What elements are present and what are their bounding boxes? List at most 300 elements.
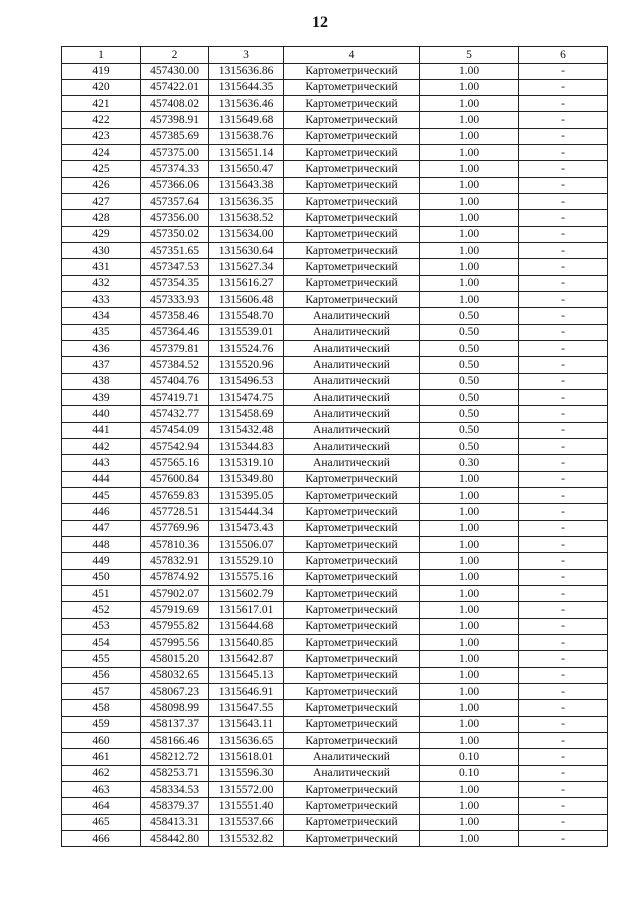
accuracy-cell: 1.00	[420, 259, 519, 275]
point-number-cell: 431	[62, 259, 141, 275]
point-number-cell: 420	[62, 79, 141, 95]
point-number-cell: 455	[62, 651, 141, 667]
table-row	[62, 618, 608, 634]
description-cell: -	[519, 210, 608, 226]
table-row	[62, 112, 608, 128]
accuracy-cell: 1.00	[420, 798, 519, 814]
description-cell: -	[519, 634, 608, 650]
description-cell: -	[519, 537, 608, 553]
table-row	[62, 243, 608, 259]
table-row	[62, 667, 608, 683]
x-coordinate-cell: 457422.01	[141, 79, 209, 95]
description-cell: -	[519, 243, 608, 259]
point-number-cell: 454	[62, 634, 141, 650]
description-cell: -	[519, 194, 608, 210]
y-coordinate-cell: 1315529.10	[209, 553, 284, 569]
x-coordinate-cell: 457398.91	[141, 112, 209, 128]
y-coordinate-cell: 1315644.35	[209, 79, 284, 95]
accuracy-cell: 1.00	[420, 814, 519, 830]
x-coordinate-cell: 457333.93	[141, 292, 209, 308]
y-coordinate-cell: 1315520.96	[209, 357, 284, 373]
x-coordinate-cell: 457354.35	[141, 275, 209, 291]
point-number-cell: 435	[62, 324, 141, 340]
y-coordinate-cell: 1315636.35	[209, 194, 284, 210]
description-cell: -	[519, 602, 608, 618]
method-cell: Аналитический	[284, 373, 420, 389]
description-cell: -	[519, 112, 608, 128]
point-number-cell: 450	[62, 569, 141, 585]
description-cell: -	[519, 161, 608, 177]
y-coordinate-cell: 1315651.14	[209, 145, 284, 161]
table-row	[62, 210, 608, 226]
y-coordinate-cell: 1315548.70	[209, 308, 284, 324]
point-number-cell: 433	[62, 292, 141, 308]
table-row	[62, 275, 608, 291]
accuracy-cell: 0.50	[420, 439, 519, 455]
point-number-cell: 432	[62, 275, 141, 291]
method-cell: Аналитический	[284, 422, 420, 438]
x-coordinate-cell: 458379.37	[141, 798, 209, 814]
table-row	[62, 732, 608, 748]
x-coordinate-cell: 458067.23	[141, 683, 209, 699]
method-cell: Картометрический	[284, 651, 420, 667]
table-row	[62, 488, 608, 504]
y-coordinate-cell: 1315636.65	[209, 732, 284, 748]
method-cell: Картометрический	[284, 520, 420, 536]
y-coordinate-cell: 1315344.83	[209, 439, 284, 455]
y-coordinate-cell: 1315645.13	[209, 667, 284, 683]
x-coordinate-cell: 458166.46	[141, 732, 209, 748]
x-coordinate-cell: 457919.69	[141, 602, 209, 618]
accuracy-cell: 1.00	[420, 569, 519, 585]
accuracy-cell: 1.00	[420, 830, 519, 846]
point-number-cell: 447	[62, 520, 141, 536]
description-cell: -	[519, 798, 608, 814]
description-cell: -	[519, 341, 608, 357]
y-coordinate-cell: 1315537.66	[209, 814, 284, 830]
x-coordinate-cell: 457955.82	[141, 618, 209, 634]
x-coordinate-cell: 457874.92	[141, 569, 209, 585]
point-number-cell: 459	[62, 716, 141, 732]
method-cell: Картометрический	[284, 128, 420, 144]
accuracy-cell: 1.00	[420, 210, 519, 226]
description-cell: -	[519, 406, 608, 422]
method-cell: Аналитический	[284, 308, 420, 324]
table-row	[62, 700, 608, 716]
x-coordinate-cell: 458334.53	[141, 781, 209, 797]
y-coordinate-cell: 1315596.30	[209, 765, 284, 781]
x-coordinate-cell: 457385.69	[141, 128, 209, 144]
table-row	[62, 324, 608, 340]
method-cell: Аналитический	[284, 765, 420, 781]
point-number-cell: 437	[62, 357, 141, 373]
accuracy-cell: 1.00	[420, 488, 519, 504]
x-coordinate-cell: 457728.51	[141, 504, 209, 520]
description-cell: -	[519, 308, 608, 324]
point-number-cell: 451	[62, 586, 141, 602]
x-coordinate-cell: 458098.99	[141, 700, 209, 716]
accuracy-cell: 1.00	[420, 618, 519, 634]
point-number-cell: 429	[62, 226, 141, 242]
point-number-cell: 445	[62, 488, 141, 504]
x-coordinate-cell: 457454.09	[141, 422, 209, 438]
accuracy-cell: 0.50	[420, 357, 519, 373]
method-cell: Аналитический	[284, 390, 420, 406]
table-row	[62, 814, 608, 830]
method-cell: Картометрический	[284, 537, 420, 553]
table-row	[62, 390, 608, 406]
description-cell: -	[519, 716, 608, 732]
column-header: 4	[284, 47, 420, 64]
y-coordinate-cell: 1315606.48	[209, 292, 284, 308]
accuracy-cell: 0.50	[420, 373, 519, 389]
method-cell: Аналитический	[284, 439, 420, 455]
x-coordinate-cell: 457832.91	[141, 553, 209, 569]
description-cell: -	[519, 422, 608, 438]
table-row	[62, 781, 608, 797]
y-coordinate-cell: 1315618.01	[209, 749, 284, 765]
table-row	[62, 194, 608, 210]
description-cell: -	[519, 569, 608, 585]
table-row	[62, 145, 608, 161]
method-cell: Картометрический	[284, 634, 420, 650]
table-row	[62, 292, 608, 308]
point-number-cell: 456	[62, 667, 141, 683]
table-row	[62, 357, 608, 373]
description-cell: -	[519, 292, 608, 308]
point-number-cell: 462	[62, 765, 141, 781]
method-cell: Картометрический	[284, 194, 420, 210]
table-row	[62, 602, 608, 618]
accuracy-cell: 1.00	[420, 471, 519, 487]
point-number-cell: 463	[62, 781, 141, 797]
point-number-cell: 458	[62, 700, 141, 716]
point-number-cell: 448	[62, 537, 141, 553]
table-row	[62, 683, 608, 699]
x-coordinate-cell: 457432.77	[141, 406, 209, 422]
table-row	[62, 749, 608, 765]
x-coordinate-cell: 457351.65	[141, 243, 209, 259]
y-coordinate-cell: 1315650.47	[209, 161, 284, 177]
point-number-cell: 425	[62, 161, 141, 177]
accuracy-cell: 1.00	[420, 112, 519, 128]
point-number-cell: 441	[62, 422, 141, 438]
point-number-cell: 434	[62, 308, 141, 324]
y-coordinate-cell: 1315638.76	[209, 128, 284, 144]
x-coordinate-cell: 457350.02	[141, 226, 209, 242]
x-coordinate-cell: 457565.16	[141, 455, 209, 471]
accuracy-cell: 1.00	[420, 667, 519, 683]
description-cell: -	[519, 618, 608, 634]
method-cell: Картометрический	[284, 243, 420, 259]
description-cell: -	[519, 177, 608, 193]
point-number-cell: 443	[62, 455, 141, 471]
column-header: 6	[519, 47, 608, 64]
method-cell: Картометрический	[284, 814, 420, 830]
accuracy-cell: 1.00	[420, 651, 519, 667]
method-cell: Картометрический	[284, 716, 420, 732]
point-number-cell: 426	[62, 177, 141, 193]
method-cell: Картометрический	[284, 618, 420, 634]
accuracy-cell: 0.50	[420, 390, 519, 406]
x-coordinate-cell: 457375.00	[141, 145, 209, 161]
point-number-cell: 430	[62, 243, 141, 259]
x-coordinate-cell: 457356.00	[141, 210, 209, 226]
description-cell: -	[519, 63, 608, 79]
accuracy-cell: 0.10	[420, 749, 519, 765]
x-coordinate-cell: 457379.81	[141, 341, 209, 357]
page-number: 12	[312, 14, 328, 31]
y-coordinate-cell: 1315634.00	[209, 226, 284, 242]
accuracy-cell: 1.00	[420, 520, 519, 536]
table-row	[62, 651, 608, 667]
x-coordinate-cell: 457769.96	[141, 520, 209, 536]
y-coordinate-cell: 1315630.64	[209, 243, 284, 259]
accuracy-cell: 1.00	[420, 716, 519, 732]
method-cell: Картометрический	[284, 259, 420, 275]
point-number-cell: 423	[62, 128, 141, 144]
table-row	[62, 537, 608, 553]
accuracy-cell: 1.00	[420, 79, 519, 95]
point-number-cell: 449	[62, 553, 141, 569]
accuracy-cell: 1.00	[420, 292, 519, 308]
x-coordinate-cell: 457659.83	[141, 488, 209, 504]
x-coordinate-cell: 457364.46	[141, 324, 209, 340]
table-row	[62, 504, 608, 520]
accuracy-cell: 1.00	[420, 700, 519, 716]
y-coordinate-cell: 1315319.10	[209, 455, 284, 471]
y-coordinate-cell: 1315572.00	[209, 781, 284, 797]
table-row	[62, 341, 608, 357]
description-cell: -	[519, 749, 608, 765]
column-header: 1	[62, 47, 141, 64]
method-cell: Картометрический	[284, 569, 420, 585]
column-header: 3	[209, 47, 284, 64]
y-coordinate-cell: 1315638.52	[209, 210, 284, 226]
y-coordinate-cell: 1315643.11	[209, 716, 284, 732]
y-coordinate-cell: 1315627.34	[209, 259, 284, 275]
description-cell: -	[519, 651, 608, 667]
table-row	[62, 765, 608, 781]
y-coordinate-cell: 1315643.38	[209, 177, 284, 193]
x-coordinate-cell: 458032.65	[141, 667, 209, 683]
description-cell: -	[519, 814, 608, 830]
description-cell: -	[519, 145, 608, 161]
method-cell: Картометрический	[284, 602, 420, 618]
x-coordinate-cell: 457902.07	[141, 586, 209, 602]
y-coordinate-cell: 1315349.80	[209, 471, 284, 487]
table-row	[62, 830, 608, 846]
description-cell: -	[519, 96, 608, 112]
accuracy-cell: 1.00	[420, 683, 519, 699]
description-cell: -	[519, 324, 608, 340]
y-coordinate-cell: 1315496.53	[209, 373, 284, 389]
x-coordinate-cell: 457358.46	[141, 308, 209, 324]
table-row	[62, 455, 608, 471]
column-header: 2	[141, 47, 209, 64]
method-cell: Картометрический	[284, 504, 420, 520]
point-number-cell: 453	[62, 618, 141, 634]
y-coordinate-cell: 1315551.40	[209, 798, 284, 814]
y-coordinate-cell: 1315616.27	[209, 275, 284, 291]
table-row	[62, 553, 608, 569]
description-cell: -	[519, 830, 608, 846]
point-number-cell: 444	[62, 471, 141, 487]
description-cell: -	[519, 439, 608, 455]
accuracy-cell: 1.00	[420, 194, 519, 210]
accuracy-cell: 0.30	[420, 455, 519, 471]
method-cell: Картометрический	[284, 226, 420, 242]
table-row	[62, 471, 608, 487]
point-number-cell: 464	[62, 798, 141, 814]
accuracy-cell: 1.00	[420, 145, 519, 161]
description-cell: -	[519, 259, 608, 275]
description-cell: -	[519, 520, 608, 536]
point-number-cell: 460	[62, 732, 141, 748]
description-cell: -	[519, 700, 608, 716]
y-coordinate-cell: 1315395.05	[209, 488, 284, 504]
table-row	[62, 798, 608, 814]
y-coordinate-cell: 1315644.68	[209, 618, 284, 634]
x-coordinate-cell: 457408.02	[141, 96, 209, 112]
method-cell: Картометрический	[284, 732, 420, 748]
x-coordinate-cell: 457810.36	[141, 537, 209, 553]
method-cell: Картометрический	[284, 488, 420, 504]
description-cell: -	[519, 471, 608, 487]
accuracy-cell: 0.50	[420, 324, 519, 340]
y-coordinate-cell: 1315575.16	[209, 569, 284, 585]
point-number-cell: 461	[62, 749, 141, 765]
y-coordinate-cell: 1315602.79	[209, 586, 284, 602]
point-number-cell: 436	[62, 341, 141, 357]
x-coordinate-cell: 458137.37	[141, 716, 209, 732]
y-coordinate-cell: 1315642.87	[209, 651, 284, 667]
table-row	[62, 63, 608, 79]
table-header-row	[62, 47, 608, 64]
table-row	[62, 406, 608, 422]
method-cell: Аналитический	[284, 455, 420, 471]
table-row	[62, 259, 608, 275]
point-number-cell: 424	[62, 145, 141, 161]
x-coordinate-cell: 457995.56	[141, 634, 209, 650]
accuracy-cell: 1.00	[420, 732, 519, 748]
description-cell: -	[519, 488, 608, 504]
y-coordinate-cell: 1315524.76	[209, 341, 284, 357]
description-cell: -	[519, 390, 608, 406]
accuracy-cell: 1.00	[420, 781, 519, 797]
point-number-cell: 427	[62, 194, 141, 210]
method-cell: Картометрический	[284, 112, 420, 128]
y-coordinate-cell: 1315617.01	[209, 602, 284, 618]
accuracy-cell: 1.00	[420, 161, 519, 177]
method-cell: Картометрический	[284, 683, 420, 699]
table-row	[62, 177, 608, 193]
table-row	[62, 586, 608, 602]
description-cell: -	[519, 765, 608, 781]
y-coordinate-cell: 1315636.46	[209, 96, 284, 112]
accuracy-cell: 1.00	[420, 275, 519, 291]
table-row	[62, 128, 608, 144]
method-cell: Картометрический	[284, 471, 420, 487]
point-number-cell: 442	[62, 439, 141, 455]
point-number-cell: 439	[62, 390, 141, 406]
table-row	[62, 422, 608, 438]
accuracy-cell: 0.50	[420, 406, 519, 422]
accuracy-cell: 1.00	[420, 63, 519, 79]
description-cell: -	[519, 683, 608, 699]
description-cell: -	[519, 275, 608, 291]
table-row	[62, 161, 608, 177]
x-coordinate-cell: 457357.64	[141, 194, 209, 210]
table-row	[62, 569, 608, 585]
method-cell: Картометрический	[284, 177, 420, 193]
table-row	[62, 226, 608, 242]
point-number-cell: 465	[62, 814, 141, 830]
point-number-cell: 457	[62, 683, 141, 699]
method-cell: Картометрический	[284, 96, 420, 112]
accuracy-cell: 0.10	[420, 765, 519, 781]
method-cell: Картометрический	[284, 781, 420, 797]
method-cell: Картометрический	[284, 292, 420, 308]
accuracy-cell: 1.00	[420, 553, 519, 569]
method-cell: Аналитический	[284, 749, 420, 765]
accuracy-cell: 0.50	[420, 308, 519, 324]
x-coordinate-cell: 458212.72	[141, 749, 209, 765]
y-coordinate-cell: 1315532.82	[209, 830, 284, 846]
y-coordinate-cell: 1315474.75	[209, 390, 284, 406]
point-number-cell: 438	[62, 373, 141, 389]
method-cell: Аналитический	[284, 357, 420, 373]
method-cell: Картометрический	[284, 700, 420, 716]
method-cell: Картометрический	[284, 798, 420, 814]
description-cell: -	[519, 373, 608, 389]
x-coordinate-cell: 457404.76	[141, 373, 209, 389]
description-cell: -	[519, 667, 608, 683]
method-cell: Картометрический	[284, 586, 420, 602]
y-coordinate-cell: 1315647.55	[209, 700, 284, 716]
table-row	[62, 79, 608, 95]
method-cell: Картометрический	[284, 210, 420, 226]
description-cell: -	[519, 732, 608, 748]
method-cell: Картометрический	[284, 79, 420, 95]
table-row	[62, 716, 608, 732]
y-coordinate-cell: 1315640.85	[209, 634, 284, 650]
table-row	[62, 308, 608, 324]
method-cell: Картометрический	[284, 161, 420, 177]
point-number-cell: 466	[62, 830, 141, 846]
y-coordinate-cell: 1315636.86	[209, 63, 284, 79]
method-cell: Картометрический	[284, 667, 420, 683]
table-row	[62, 439, 608, 455]
x-coordinate-cell: 458442.80	[141, 830, 209, 846]
x-coordinate-cell: 458015.20	[141, 651, 209, 667]
method-cell: Картометрический	[284, 63, 420, 79]
y-coordinate-cell: 1315646.91	[209, 683, 284, 699]
description-cell: -	[519, 504, 608, 520]
column-header: 5	[420, 47, 519, 64]
accuracy-cell: 1.00	[420, 226, 519, 242]
coordinates-table	[61, 46, 608, 847]
description-cell: -	[519, 128, 608, 144]
accuracy-cell: 1.00	[420, 504, 519, 520]
x-coordinate-cell: 457347.53	[141, 259, 209, 275]
y-coordinate-cell: 1315473.43	[209, 520, 284, 536]
y-coordinate-cell: 1315506.07	[209, 537, 284, 553]
table-row	[62, 373, 608, 389]
x-coordinate-cell: 457542.94	[141, 439, 209, 455]
y-coordinate-cell: 1315444.34	[209, 504, 284, 520]
point-number-cell: 440	[62, 406, 141, 422]
